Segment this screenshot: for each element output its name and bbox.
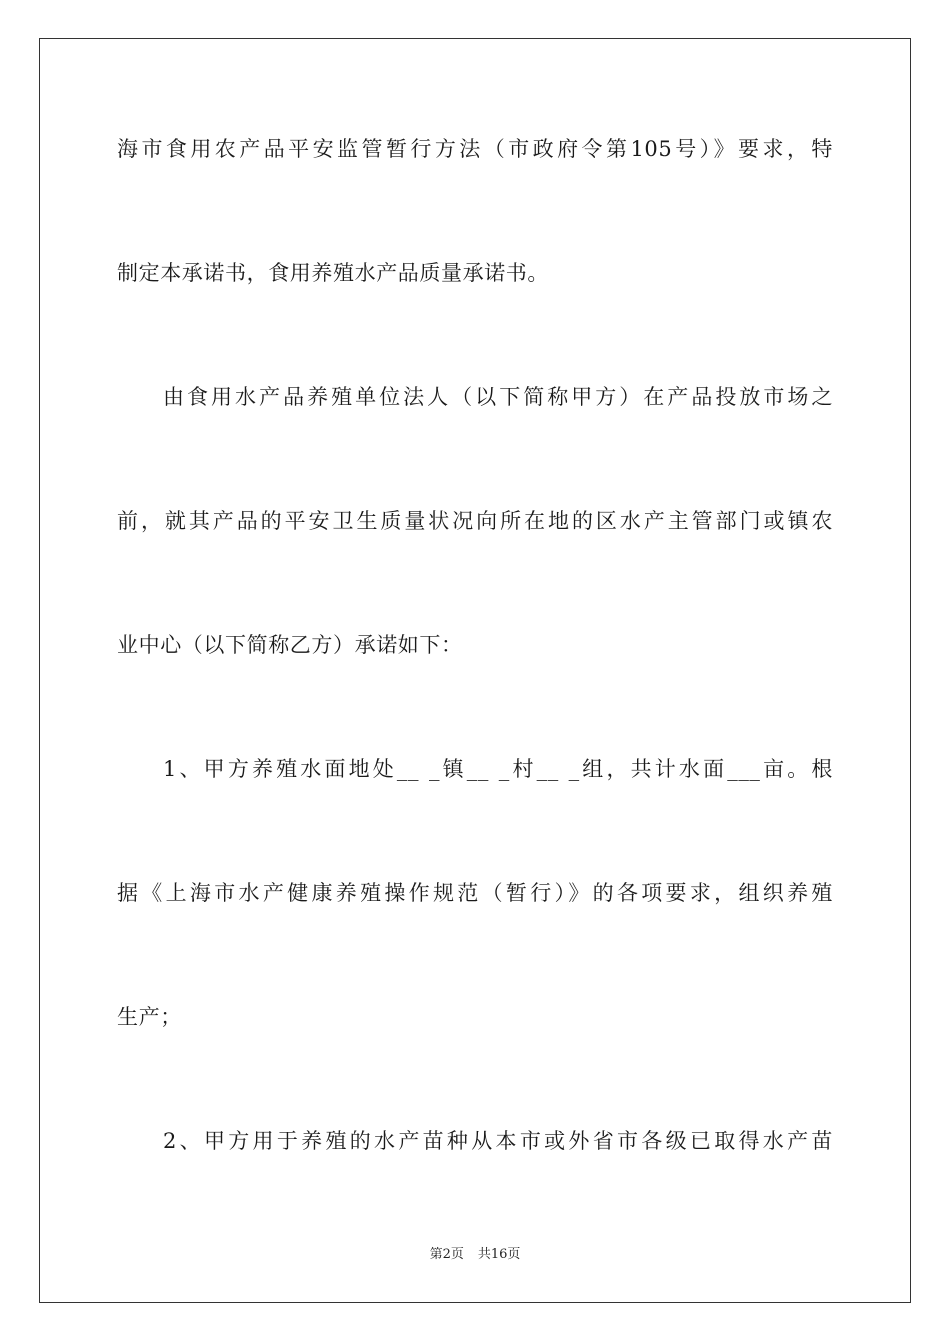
- paragraph-line: 海市食用农产品平安监管暂行方法（市政府令第105号）》要求，特: [117, 137, 833, 161]
- page-number: 第2页: [429, 1247, 464, 1262]
- page-total: 共16页: [477, 1247, 521, 1262]
- paragraph-line: 由食用水产品养殖单位法人（以下简称甲方）在产品投放市场之: [163, 385, 833, 409]
- paragraph-line: 生产；: [117, 1005, 182, 1029]
- paragraph-line: 据《上海市水产健康养殖操作规范（暂行）》的各项要求，组织养殖: [117, 881, 833, 905]
- page-border: [39, 38, 911, 1303]
- paragraph-line: 前，就其产品的平安卫生质量状况向所在地的区水产主管部门或镇农: [117, 509, 833, 533]
- paragraph-line: 1、甲方养殖水面地处__ _镇__ _村__ _组，共计水面___亩。根: [163, 757, 833, 781]
- paragraph-line: 2、甲方用于养殖的水产苗种从本市或外省市各级已取得水产苗: [163, 1129, 833, 1153]
- page-footer: [0, 1246, 950, 1264]
- paragraph-line: 业中心（以下简称乙方）承诺如下：: [117, 633, 463, 657]
- paragraph-line: 制定本承诺书，食用养殖水产品质量承诺书。: [117, 261, 549, 285]
